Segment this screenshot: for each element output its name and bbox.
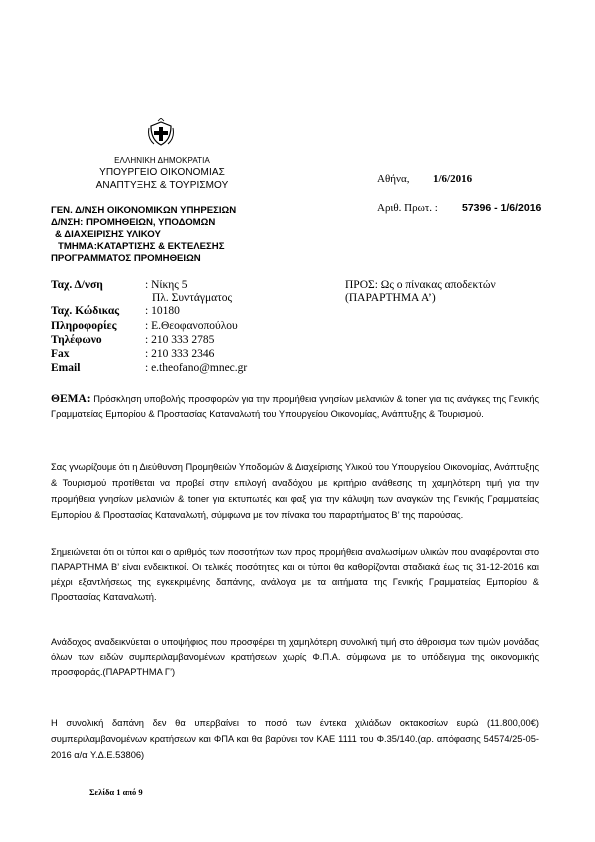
subject-paragraph <box>51 392 539 422</box>
subject-label: ΘΕΜΑ: <box>51 393 91 405</box>
ministry-name-line2: ΑΝΑΠΤΥΞΗΣ & ΤΟΥΡΙΣΜΟΥ <box>95 180 229 191</box>
department-line: & ΔΙΑΧΕΙΡΙΣΗΣ ΥΛΙΚΟΥ <box>55 229 161 240</box>
greek-coat-of-arms-icon <box>148 118 174 148</box>
department-line: ΤΜΗΜΑ:ΚΑΤΑΡΤΙΣΗΣ & ΕΚΤΕΛΕΣΗΣ <box>58 241 225 252</box>
department-line: ΠΡΟΓΡΑΜΜΑΤΟΣ ΠΡΟΜΗΘΕΙΩΝ <box>51 253 201 264</box>
email-value[interactable]: : e.theofano@mnec.gr <box>145 362 248 374</box>
protocol-value: 57396 - 1/6/2016 <box>462 202 542 214</box>
postal-code-value: : 10180 <box>145 305 180 317</box>
date-label: Αθήνα, <box>377 173 410 185</box>
subject-text: Πρόσκληση υποβολής προσφορών για την προμήθεια γνησίων μελανιών & toner για τις ανάγκες της Γενικής Γραμματείας Εμπορίου & Προστασίας Καταναλωτή του Υπουργείου Οικονομίας, Ανάπτυξης & Τουρισμού. <box>51 394 539 419</box>
department-line: Δ/ΝΣΗ: ΠΡΟΜΗΘΕΙΩΝ, ΥΠΟΔΟΜΩΝ <box>51 217 216 228</box>
phone-label: Τηλέφωνο <box>51 334 102 346</box>
info-label: Πληροφορίες <box>51 320 117 332</box>
body-paragraph-3: Ανάδοχος αναδεικνύεται ο υποψήφιος που προσφέρει τη χαμηλότερη συνολική τιμή στο άθροισμα των τιμών μονάδας όλων των ειδών συμπεριλαμβανομένων κρατήσεων χωρίς Φ.Π.Α. σύμφωνα με το υπόδειγμα της οικονομικής προσφοράς.(ΠΑΡΑΡΤΗΜΑ Γ’) <box>51 637 539 677</box>
postal-code-label: Ταχ. Κώδικας <box>51 305 120 317</box>
body-paragraph-4: Η συνολική δαπάνη δεν θα υπερβαίνει το ποσό των έντεκα χιλιάδων οκτακοσίων ευρώ (11.800,00€) συμπεριλαμβανομένων κρατήσεων και ΦΠΑ και θα βαρύνει τον ΚΑΕ 1111 του Φ.35/140.(αρ. απόφασης 54574/25-05-2016 α/α Υ.Δ.Ε.53806) <box>51 718 539 760</box>
body-paragraph-1: Σας γνωρίζουμε ότι η Διεύθυνση Προμηθειών Υποδομών & Διαχείρισης Υλικού του Υπουργείου Οικονομίας, Ανάπτυξης & Τουρισμού προτίθεται να προβεί στην επιλογή αναδόχου με κριτήριο ανάθεσης τη χαμηλότερη τιμή για την προμήθεια γνησίων μελανιών & toner για εκτυπωτές και φαξ για την κάλυψη των αναγκών της Γενικής Γραμματείας Εμπορίου & Προστασίας Καταναλωτή, σύμφωνα με τον πίνακα του παραρτήματος Β’ της παρούσας. <box>51 462 539 520</box>
protocol-label: Αριθ. Πρωτ. : <box>377 202 438 214</box>
republic-name: ΕΛΛΗΝΙΚΗ ΔΗΜΟΚΡΑΤΙΑ <box>114 156 210 165</box>
address-label: Ταχ. Δ/νση <box>51 279 103 291</box>
recipient-annex: (ΠΑΡΑΡΤΗΜΑ Α’) <box>345 292 436 304</box>
body-paragraph-2: Σημειώνεται ότι οι τύποι και ο αριθμός των ποσοτήτων των προς προμήθεια αναλωσίμων υλικών που αναφέρονται στο ΠΑΡΑΡΤΗΜΑ Β’ είναι ενδεικτικοί. Οι τελικές ποσότητες και οι τύποι θα καθορίζονται σταδιακά έως τις 31-12-2016 και μέχρι εξαντλήσεως της εγκεκριμένης δαπάνης, ανάλογα με τα αιτήματα της Γενικής Γραμματείας Εμπορίου & Προστασίας Καταναλωτή. <box>51 547 539 602</box>
fax-value: : 210 333 2346 <box>145 348 215 360</box>
ministry-name: ΥΠΟΥΡΓΕΙΟ ΟΙΚΟΝΟΜΙΑΣ <box>99 167 225 178</box>
date-value: 1/6/2016 <box>433 173 473 185</box>
fax-label: Fax <box>51 348 70 360</box>
address-value: : Νίκης 5 <box>145 279 188 291</box>
page-number: Σελίδα 1 από 9 <box>89 787 143 797</box>
info-value: : Ε.Θεοφανοπούλου <box>145 320 238 332</box>
recipient-line: ΠΡΟΣ: Ως ο πίνακας αποδεκτών <box>345 279 496 291</box>
address-value-line2: Πλ. Συντάγματος <box>152 292 233 304</box>
department-line: ΓΕΝ. Δ/ΝΣΗ ΟΙΚΟΝΟΜΙΚΩΝ ΥΠΗΡΕΣΙΩΝ <box>51 205 237 216</box>
phone-value: : 210 333 2785 <box>145 334 215 346</box>
email-label: Email <box>51 362 81 374</box>
